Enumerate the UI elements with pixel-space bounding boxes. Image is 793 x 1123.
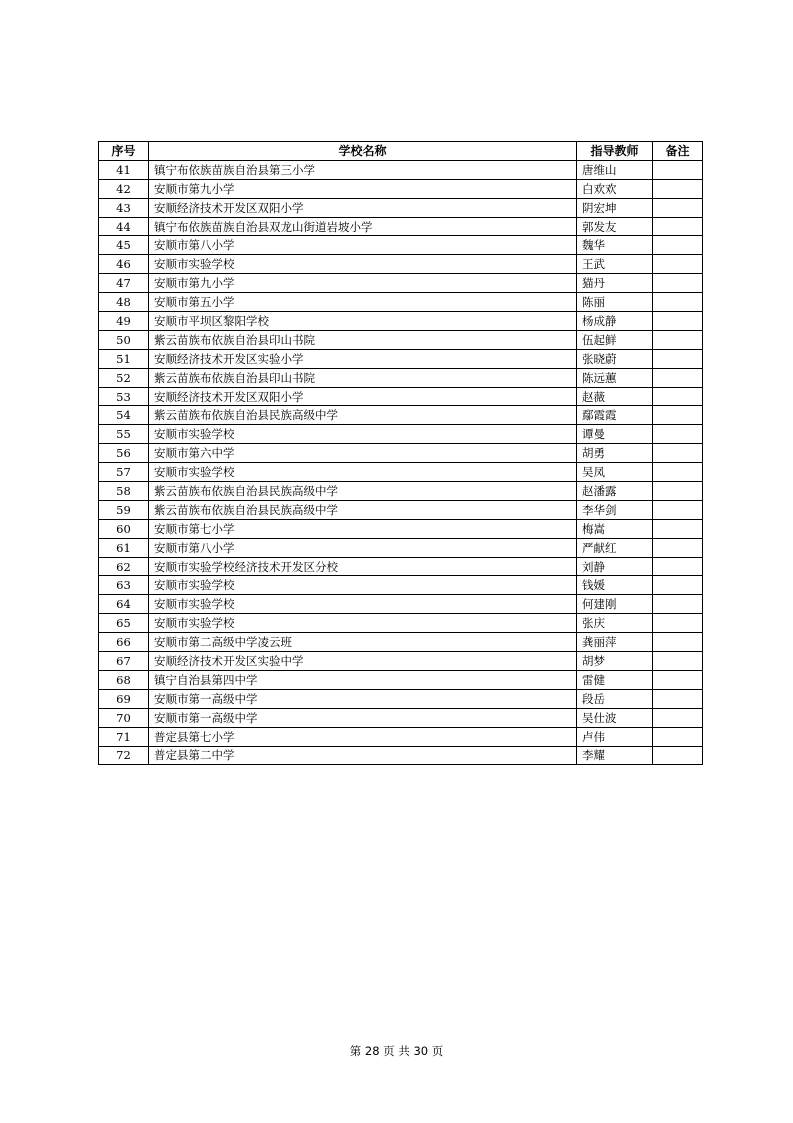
table-row — [99, 387, 703, 406]
footer-middle: 页 共 — [383, 1044, 410, 1058]
cell-instructor: 吴凤 — [577, 463, 653, 482]
table-row — [99, 746, 703, 765]
cell-school-name: 安顺市平坝区黎阳学校 — [149, 312, 577, 331]
cell-school-name: 安顺市实验学校 — [149, 255, 577, 274]
table-row — [99, 349, 703, 368]
table-row — [99, 708, 703, 727]
cell-school-name: 安顺市第一高级中学 — [149, 689, 577, 708]
cell-remarks — [653, 576, 703, 595]
table-row — [99, 274, 703, 293]
cell-school-name: 安顺市第九小学 — [149, 179, 577, 198]
cell-school-name: 安顺市第七小学 — [149, 519, 577, 538]
cell-instructor: 段岳 — [577, 689, 653, 708]
cell-instructor: 魏华 — [577, 236, 653, 255]
cell-serial-number: 66 — [99, 633, 149, 652]
cell-remarks — [653, 368, 703, 387]
cell-instructor: 梅嵩 — [577, 519, 653, 538]
cell-remarks — [653, 689, 703, 708]
cell-instructor: 胡勇 — [577, 444, 653, 463]
header-serial-number: 序号 — [99, 142, 149, 161]
footer-page-number: 28 — [364, 1044, 380, 1058]
cell-school-name: 镇宁自治县第四中学 — [149, 670, 577, 689]
cell-remarks — [653, 538, 703, 557]
cell-school-name: 安顺经济技术开发区实验小学 — [149, 349, 577, 368]
cell-remarks — [653, 179, 703, 198]
cell-serial-number: 43 — [99, 198, 149, 217]
cell-serial-number: 49 — [99, 312, 149, 331]
cell-school-name: 安顺经济技术开发区实验中学 — [149, 652, 577, 671]
cell-serial-number: 53 — [99, 387, 149, 406]
cell-instructor: 白欢欢 — [577, 179, 653, 198]
cell-serial-number: 47 — [99, 274, 149, 293]
table-row — [99, 652, 703, 671]
cell-remarks — [653, 519, 703, 538]
cell-remarks — [653, 217, 703, 236]
cell-school-name: 紫云苗族布依族自治县民族高级中学 — [149, 482, 577, 501]
cell-remarks — [653, 727, 703, 746]
cell-school-name: 安顺市第九小学 — [149, 274, 577, 293]
cell-school-name: 紫云苗族布依族自治县印山书院 — [149, 368, 577, 387]
cell-serial-number: 59 — [99, 500, 149, 519]
table-row — [99, 179, 703, 198]
table-row — [99, 670, 703, 689]
cell-serial-number: 63 — [99, 576, 149, 595]
table-row — [99, 633, 703, 652]
cell-school-name: 安顺市实验学校 — [149, 576, 577, 595]
cell-remarks — [653, 160, 703, 179]
cell-instructor: 张庆 — [577, 614, 653, 633]
cell-instructor: 胡梦 — [577, 652, 653, 671]
cell-school-name: 紫云苗族布依族自治县民族高级中学 — [149, 500, 577, 519]
cell-instructor: 李耀 — [577, 746, 653, 765]
cell-serial-number: 67 — [99, 652, 149, 671]
cell-instructor: 吴仕波 — [577, 708, 653, 727]
cell-serial-number: 51 — [99, 349, 149, 368]
cell-serial-number: 60 — [99, 519, 149, 538]
cell-serial-number: 55 — [99, 425, 149, 444]
cell-instructor: 刘静 — [577, 557, 653, 576]
cell-instructor: 鄢霞霞 — [577, 406, 653, 425]
table-row — [99, 519, 703, 538]
cell-remarks — [653, 330, 703, 349]
cell-remarks — [653, 387, 703, 406]
cell-remarks — [653, 198, 703, 217]
cell-school-name: 普定县第七小学 — [149, 727, 577, 746]
cell-remarks — [653, 652, 703, 671]
cell-instructor: 张晓蔚 — [577, 349, 653, 368]
table-row — [99, 293, 703, 312]
cell-serial-number: 72 — [99, 746, 149, 765]
table-row — [99, 595, 703, 614]
cell-serial-number: 70 — [99, 708, 149, 727]
cell-remarks — [653, 236, 703, 255]
cell-instructor: 陈远蕙 — [577, 368, 653, 387]
cell-serial-number: 41 — [99, 160, 149, 179]
table-row — [99, 444, 703, 463]
table-row — [99, 312, 703, 331]
table-row — [99, 217, 703, 236]
cell-serial-number: 57 — [99, 463, 149, 482]
table-row — [99, 727, 703, 746]
table-row — [99, 482, 703, 501]
page-footer — [0, 1043, 793, 1059]
cell-instructor: 杨成静 — [577, 312, 653, 331]
cell-serial-number: 64 — [99, 595, 149, 614]
cell-remarks — [653, 349, 703, 368]
cell-remarks — [653, 406, 703, 425]
table-row — [99, 614, 703, 633]
footer-total-pages: 30 — [413, 1044, 429, 1058]
cell-school-name: 安顺市实验学校 — [149, 595, 577, 614]
header-instructor: 指导教师 — [577, 142, 653, 161]
cell-remarks — [653, 274, 703, 293]
cell-serial-number: 68 — [99, 670, 149, 689]
cell-school-name: 安顺经济技术开发区双阳小学 — [149, 387, 577, 406]
cell-instructor: 钱媛 — [577, 576, 653, 595]
cell-serial-number: 69 — [99, 689, 149, 708]
cell-school-name: 安顺市第一高级中学 — [149, 708, 577, 727]
cell-serial-number: 42 — [99, 179, 149, 198]
cell-remarks — [653, 444, 703, 463]
cell-school-name: 镇宁布依族苗族自治县第三小学 — [149, 160, 577, 179]
cell-school-name: 安顺市实验学校 — [149, 463, 577, 482]
table-row — [99, 255, 703, 274]
cell-remarks — [653, 670, 703, 689]
cell-instructor: 郭发友 — [577, 217, 653, 236]
cell-instructor: 赵薇 — [577, 387, 653, 406]
cell-serial-number: 44 — [99, 217, 149, 236]
table-row — [99, 330, 703, 349]
cell-instructor: 唐维山 — [577, 160, 653, 179]
cell-serial-number: 54 — [99, 406, 149, 425]
footer-suffix: 页 — [431, 1044, 444, 1058]
table-row — [99, 198, 703, 217]
table-header-row — [99, 142, 703, 161]
cell-serial-number: 48 — [99, 293, 149, 312]
cell-serial-number: 46 — [99, 255, 149, 274]
cell-school-name: 安顺市实验学校经济技术开发区分校 — [149, 557, 577, 576]
header-remarks: 备注 — [653, 142, 703, 161]
cell-school-name: 安顺市第二高级中学凌云班 — [149, 633, 577, 652]
cell-instructor: 卢伟 — [577, 727, 653, 746]
cell-serial-number: 52 — [99, 368, 149, 387]
cell-school-name: 普定县第二中学 — [149, 746, 577, 765]
cell-remarks — [653, 293, 703, 312]
cell-instructor: 谭曼 — [577, 425, 653, 444]
cell-remarks — [653, 312, 703, 331]
cell-serial-number: 61 — [99, 538, 149, 557]
table-row — [99, 576, 703, 595]
table-row — [99, 500, 703, 519]
cell-serial-number: 45 — [99, 236, 149, 255]
cell-remarks — [653, 482, 703, 501]
cell-school-name: 紫云苗族布依族自治县印山书院 — [149, 330, 577, 349]
school-teacher-table — [98, 141, 703, 765]
cell-instructor: 王武 — [577, 255, 653, 274]
cell-remarks — [653, 557, 703, 576]
cell-serial-number: 65 — [99, 614, 149, 633]
cell-instructor: 陈丽 — [577, 293, 653, 312]
cell-serial-number: 56 — [99, 444, 149, 463]
header-school-name: 学校名称 — [149, 142, 577, 161]
cell-school-name: 安顺市第六中学 — [149, 444, 577, 463]
cell-school-name: 镇宁布依族苗族自治县双龙山街道岩坡小学 — [149, 217, 577, 236]
table-row — [99, 689, 703, 708]
cell-school-name: 安顺市实验学校 — [149, 425, 577, 444]
cell-instructor: 雷健 — [577, 670, 653, 689]
cell-school-name: 安顺经济技术开发区双阳小学 — [149, 198, 577, 217]
cell-school-name: 安顺市第五小学 — [149, 293, 577, 312]
cell-instructor: 龚丽萍 — [577, 633, 653, 652]
table-row — [99, 236, 703, 255]
cell-remarks — [653, 500, 703, 519]
cell-remarks — [653, 595, 703, 614]
table-body — [99, 160, 703, 765]
cell-instructor: 伍起鲜 — [577, 330, 653, 349]
table-row — [99, 463, 703, 482]
cell-serial-number: 58 — [99, 482, 149, 501]
cell-remarks — [653, 746, 703, 765]
cell-remarks — [653, 708, 703, 727]
table-row — [99, 425, 703, 444]
cell-serial-number: 71 — [99, 727, 149, 746]
cell-instructor: 赵潘露 — [577, 482, 653, 501]
cell-serial-number: 50 — [99, 330, 149, 349]
cell-remarks — [653, 255, 703, 274]
cell-remarks — [653, 463, 703, 482]
cell-instructor: 阴宏坤 — [577, 198, 653, 217]
cell-instructor: 李华剑 — [577, 500, 653, 519]
cell-instructor: 猫丹 — [577, 274, 653, 293]
table-row — [99, 406, 703, 425]
cell-instructor: 严献红 — [577, 538, 653, 557]
table-row — [99, 160, 703, 179]
cell-instructor: 何建刚 — [577, 595, 653, 614]
cell-serial-number: 62 — [99, 557, 149, 576]
cell-school-name: 安顺市第八小学 — [149, 538, 577, 557]
cell-school-name: 紫云苗族布依族自治县民族高级中学 — [149, 406, 577, 425]
cell-school-name: 安顺市实验学校 — [149, 614, 577, 633]
table-row — [99, 368, 703, 387]
cell-remarks — [653, 614, 703, 633]
cell-remarks — [653, 425, 703, 444]
table-row — [99, 538, 703, 557]
cell-remarks — [653, 633, 703, 652]
table-row — [99, 557, 703, 576]
footer-prefix: 第 — [349, 1044, 362, 1058]
cell-school-name: 安顺市第八小学 — [149, 236, 577, 255]
